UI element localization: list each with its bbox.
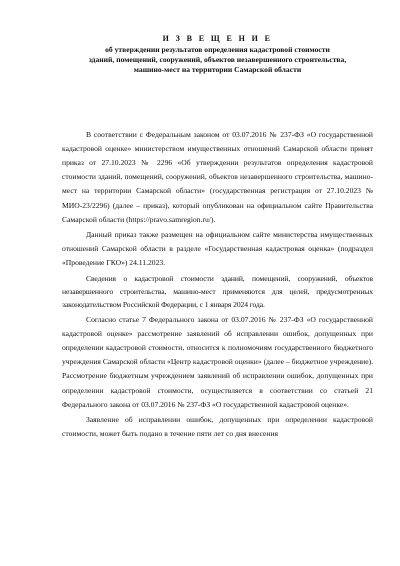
paragraph-order-adoption: В соответствии с Федеральным законом от 03.07.2016 № 237-ФЗ «О государственной кадастровой оценке» министерством имущественных отношений Самарской области принят приказ от 27.10.2023 № 2296 «Об утверждении результатов определения кадастровой стоимости зданий, помещений, сооружений, объектов незавершенного строительства, машино-мест на территории Самарской области» (государственная регистрация от 27.10.2023 № МИО-23/2296) (далее – приказ), который опубликован на официальном сайте Правительства Самарской области (https://pravo.samregion.ru/). [62, 129, 373, 224]
paragraph-order-publication: Данный приказ также размещен на официальном сайте министерства имущественных отношений Самарской области в разделе «Государственная кадастровая оценка» (подраздел «Проведение ГКО») 24.11.2023. [62, 230, 373, 268]
document-title: И З В Е Щ Е Н И Е [162, 34, 273, 43]
document-body [62, 128, 373, 442]
subtitle-line-3: машино-мест на территории Самарской области [133, 65, 302, 75]
paragraph-application-deadline: Заявление об исправлении ошибок, допущенных при определении кадастровой стоимости, может быть подано в течение пяти лет со дня внесения [62, 415, 373, 439]
subtitle-line-1: об утверждении результатов определения кадастровой стоимости [105, 45, 330, 54]
subtitle-line-2: зданий, помещений, сооружений, объектов незавершенного строительства, [88, 55, 347, 65]
paragraph-effective-date: Сведения о кадастровой стоимости зданий, помещений, сооружений, объектов незавершенного строительства, машино-мест применяются для целей, предусмотренных законодательством Российской Федерации, с 1 января 2024 года. [62, 273, 373, 309]
document-subtitle [62, 45, 373, 76]
paragraph-error-correction: Согласно статье 7 Федерального закона от 03.07.2016 № 237-ФЗ «О государственной кадастровой оценке» рассмотрение заявлений об исправлении ошибок, допущенных при определении кадастровой стоимости, относится к полномочиям государственного бюджетного учреждения Самарской области «Центр кадастровой оценки» (далее – бюджетное учреждение). Рассмотрение бюджетным учреждением заявлений об исправлении ошибок, допущенных при определении кадастровой стоимости, осуществляется в соответствии со статьей 21 Федерального закона от 03.07.2016 № 237-ФЗ «О государственной кадастровой оценке». [62, 314, 373, 409]
